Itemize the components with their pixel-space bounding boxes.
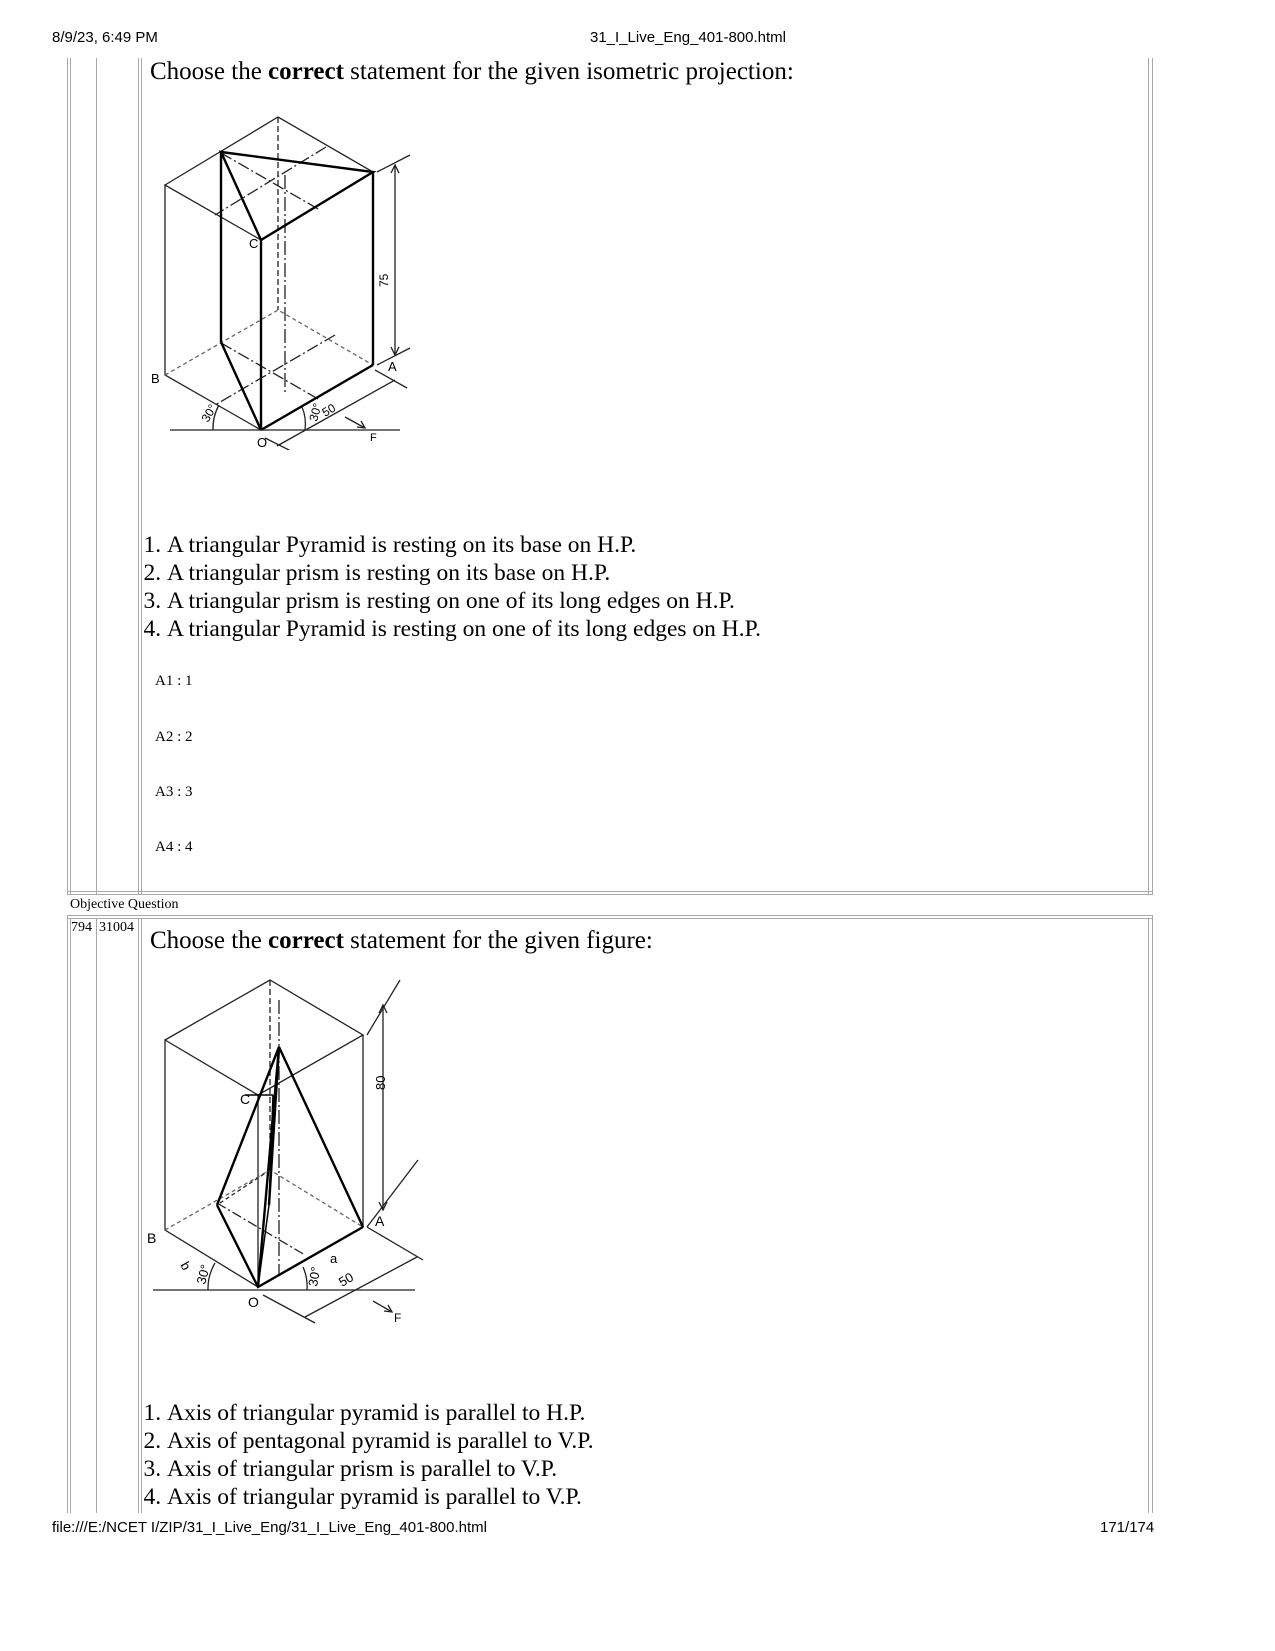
q1-dim-height: 75 xyxy=(377,273,391,287)
q2-label-a: A xyxy=(375,1213,385,1229)
q1-label-b: B xyxy=(151,371,160,386)
answer-option-3: A3 : 3 xyxy=(155,784,193,800)
question-type-label: Objective Question xyxy=(70,897,179,912)
q1-label-o: O xyxy=(257,435,268,450)
question-serial: 794 xyxy=(71,920,92,935)
q2-label-small-a: a xyxy=(330,1251,338,1266)
q2-angle-right: 30° xyxy=(305,1265,324,1288)
list-item: 3. A triangular prism is resting on one of its long edges on H.P. xyxy=(167,587,761,615)
question-1-text: Choose the correct statement for the given isometric projection: xyxy=(150,58,794,85)
print-doc-title: 31_I_Live_Eng_401-800.html xyxy=(590,29,786,46)
list-item: 2. Axis of pentagonal pyramid is parallel to V.P. xyxy=(167,1427,594,1455)
question-1-figure xyxy=(145,105,435,450)
q2-label-o: O xyxy=(248,1294,259,1310)
q2-angle-left: 30° xyxy=(193,1262,213,1286)
q1-label-a: A xyxy=(388,359,397,374)
list-item: 2. A triangular prism is resting on its base on H.P. xyxy=(167,559,761,587)
question-2-text: Choose the correct statement for the given figure: xyxy=(150,927,653,954)
q2-label-small-b: b xyxy=(177,1259,195,1273)
print-page-indicator: 171/174 xyxy=(1100,1519,1155,1536)
q1-angle-right: 30° xyxy=(306,401,325,423)
answer-option-1: A1 : 1 xyxy=(155,673,193,689)
print-file-path: file:///E:/NCET I/ZIP/31_I_Live_Eng/31_I_Live_Eng_401-800.html xyxy=(52,1519,487,1536)
q2-label-c: C xyxy=(240,1091,251,1107)
q2-dim-height: 80 xyxy=(373,1075,388,1090)
list-item: 1. A triangular Pyramid is resting on its base on H.P. xyxy=(167,531,761,559)
q1-dim-side: 50 xyxy=(319,400,339,420)
list-item: 1. Axis of triangular pyramid is parallel to H.P. xyxy=(167,1399,594,1427)
q2-label-f: F xyxy=(394,1311,402,1325)
question-1-options xyxy=(135,531,761,643)
answer-option-2: A2 : 2 xyxy=(155,729,193,745)
print-datetime: 8/9/23, 6:49 PM xyxy=(52,29,158,46)
question-id: 31004 xyxy=(99,920,134,935)
q2-label-b: B xyxy=(147,1230,157,1246)
q2-dim-side: 50 xyxy=(336,1269,357,1290)
list-item: 4. A triangular Pyramid is resting on one of its long edges on H.P. xyxy=(167,615,761,643)
q1-label-c: C xyxy=(249,236,259,251)
q1-label-f: F xyxy=(370,432,377,444)
answer-option-4: A4 : 4 xyxy=(155,839,193,855)
question-2-figure xyxy=(145,975,435,1335)
list-item: 4. Axis of triangular pyramid is parallel to V.P. xyxy=(167,1483,594,1511)
q1-angle-left: 30° xyxy=(198,401,220,425)
question-2-options xyxy=(135,1399,594,1511)
list-item: 3. Axis of triangular prism is parallel to V.P. xyxy=(167,1455,594,1483)
